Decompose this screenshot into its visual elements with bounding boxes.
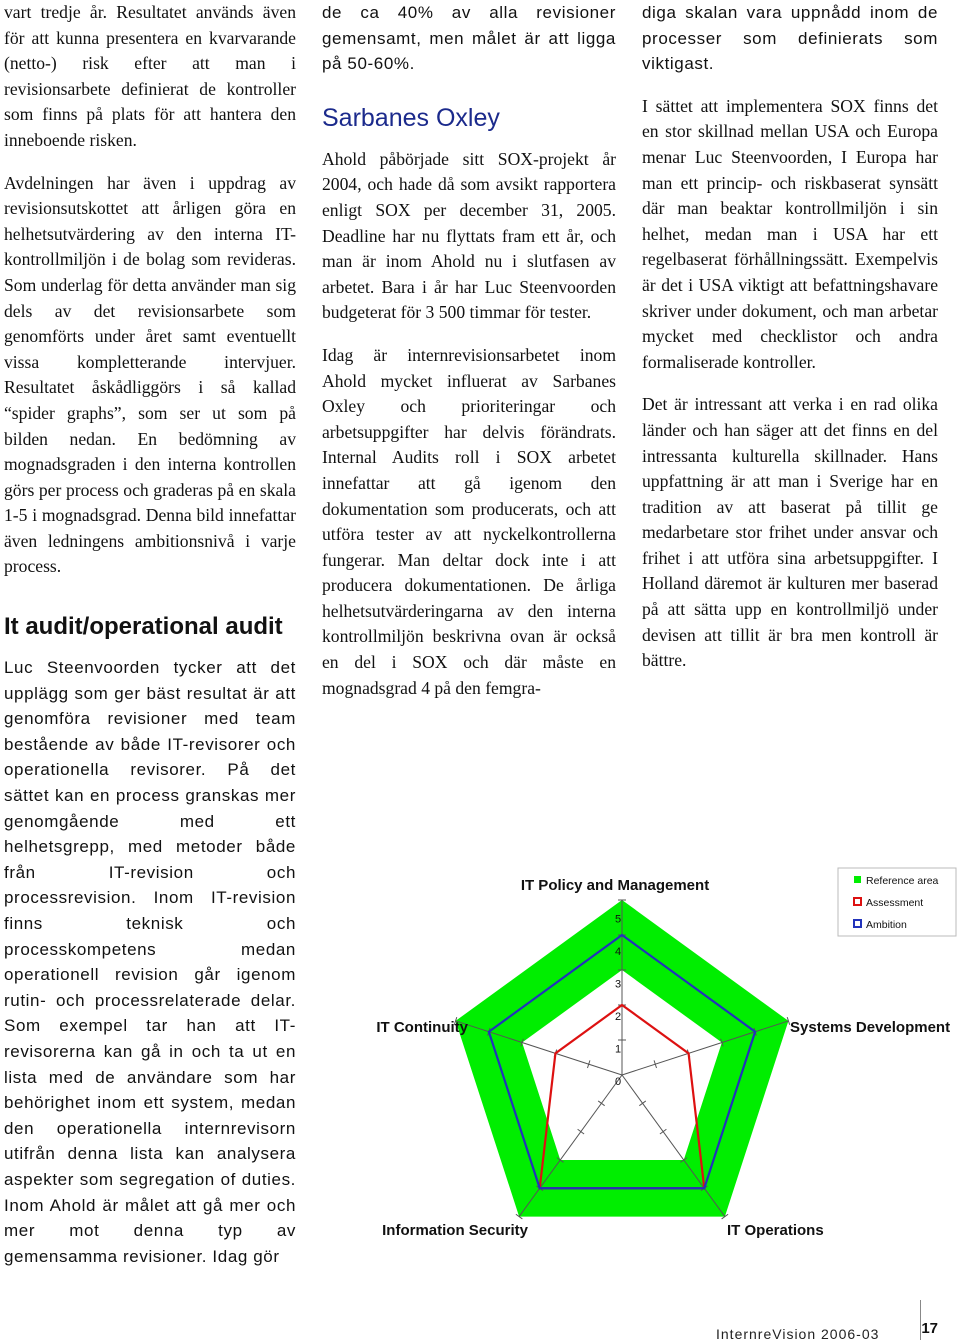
scale-tick-label: 1 [614,1043,622,1056]
spoke-tick [598,1101,604,1106]
chart-legend [838,868,956,936]
paragraph: de ca 40% av alla revisioner gemensamt, men målet är att ligga på 50-60%. [322,3,616,74]
spoke-tick [578,1129,584,1134]
paragraph: Idag är internrevisionsarbetet inom Ahold mycket influerat av Sarbanes Oxley och prioriteringar och arbetsuppgifter har delvis förändrats. Internal Audits roll i SOX arbetet innefattar att gå igenom den dokumentation som producerats, och att utföra tester av att nyckelkontrollerna fungerar. Man deltar dock inte i att producera dokumentationen. De årliga helhetsutvärderingarna av den interna kontrollmiljön beskrivna ovan är också en del i SOX och där måste en mognadsgrad 4 på den femgra- [322,344,616,698]
spoke-tick [639,1101,645,1106]
legend-swatch [854,876,861,883]
paragraph: I sättet att implementera SOX finns det en stor skillnad mellan USA och Europa menar Luc Steenvoorden, I Europa har man ett princip- och riskbaserat synsätt där man beaktar kontrollmiljön i sin helhet, medan man i USA har ett regelbaserat förhållningssätt. Exempelvis är det i USA viktigt att befattningshavare skriver under dokument, och man arbetar mycket med checklistor och andra formaliserade kontroller. [642,95,938,372]
article-column-3 [642,0,938,674]
paragraph: Det är intressant att verka i en rad olika länder och han säger att det finns en del intressanta kulturella skillnader. Hans uppfattning är att man i Sverige har en tradition av att baserat på tillit ge medarbetare stor frihet under ansvar och frihet i att utföra sina arbetsuppgifter. I Holland däremot är kulturen mer baserad på att sätta upp en kontrollmiljö under devisen att tillit är bra men kontroll är bättre. [642,394,938,671]
section-heading: It audit/operational audit [4,613,283,641]
legend-label: Assessment [866,897,924,909]
axis-label: Information Security [382,1222,528,1239]
legend-swatch [854,898,861,905]
page-number: 17 [921,1320,938,1337]
axis-label: IT Continuity [376,1019,468,1036]
article-column-1 [4,0,296,1269]
legend-swatch [854,920,861,927]
scale-tick-label: 5 [614,913,622,926]
magazine-issue: InternreVision 2006-03 [716,1326,880,1342]
axis-label: IT Operations [727,1222,824,1239]
article-column-2 [322,0,616,701]
legend-label: Reference area [866,875,939,887]
paragraph: Avdelningen har även i uppdrag av revisionsutskottet att årligen göra en helhetsutvärdering av den interna IT-kontrollmiljön i de bolag som revideras. Som underlag för detta använder man sig dels av det revisionsarbete som genomförts under året samt eventuellt vissa kompletterande intervjuer. Resultatet åskådliggörs i så kallad “spider graphs”, som ser ut som på bilden nedan. En bedömning av mognadsgraden i den interna kontrollen görs per process och graderas på en skala 1-5 i mognadsgrad. Denna bild innefattar även ledningens ambitionsnivå i varje process. [4,172,296,577]
axis-label: Systems Development [790,1019,951,1036]
axis-label: IT Policy and Management [520,877,710,894]
scale-tick-label: 3 [614,978,622,991]
spoke-tick [660,1129,666,1134]
paragraph: diga skalan vara uppnådd inom de processer som definierats som viktigast. [642,3,938,74]
paragraph: Ahold påbörjade sitt SOX-projekt år 2004, och hade då som avsikt rapportera enligt SOX per december 31, 2005. Deadline har nu flyttats fram ett år, och man är inom Ahold nu i slutfasen av arbetet. Bara i år har Luc Steenvoorden budgeterat för 3 500 timmar för tester. [322,148,616,323]
paragraph: vart tredje år. Resultatet används även för att kunna presentera en kvarvarande (netto-) risk efter att man i revisionsarbete definierat de kontroller som finns på plats för att hantera den inneboende risken. [4,2,296,150]
section-heading: Sarbanes Oxley [322,103,500,132]
legend-label: Ambition [866,919,907,931]
paragraph: Luc Steenvoorden tycker att det upplägg som ger bäst resultat är att genomföra revisioner med team bestående av både IT-revisorer och operationella revisorer. På det sättet kan en process granskas mer genomgående med ett helhetsgrepp, med metoder både från IT-revision och processrevision. Inom IT-revision finns teknisk och processkompetens medan operationell revision går igenom rutin- och processrelaterade delar. Som exempel tar han att IT-revisorerna kan gå in och ta ut en lista med de användare som har behörighet inom ett system, medan den operationella internrevisorn utifrån denna lista kan analysera aspekter som segregation of duties. Inom Ahold är målet att gå mer och mer mot denna typ av gemensamma revisioner. Idag gör [4,658,296,1266]
scale-tick-label: 0 [614,1076,622,1088]
footer-divider [920,1300,921,1340]
scale-tick-label: 4 [614,945,622,958]
spider-graph [360,862,960,1262]
scale-tick-label: 2 [614,1010,622,1023]
